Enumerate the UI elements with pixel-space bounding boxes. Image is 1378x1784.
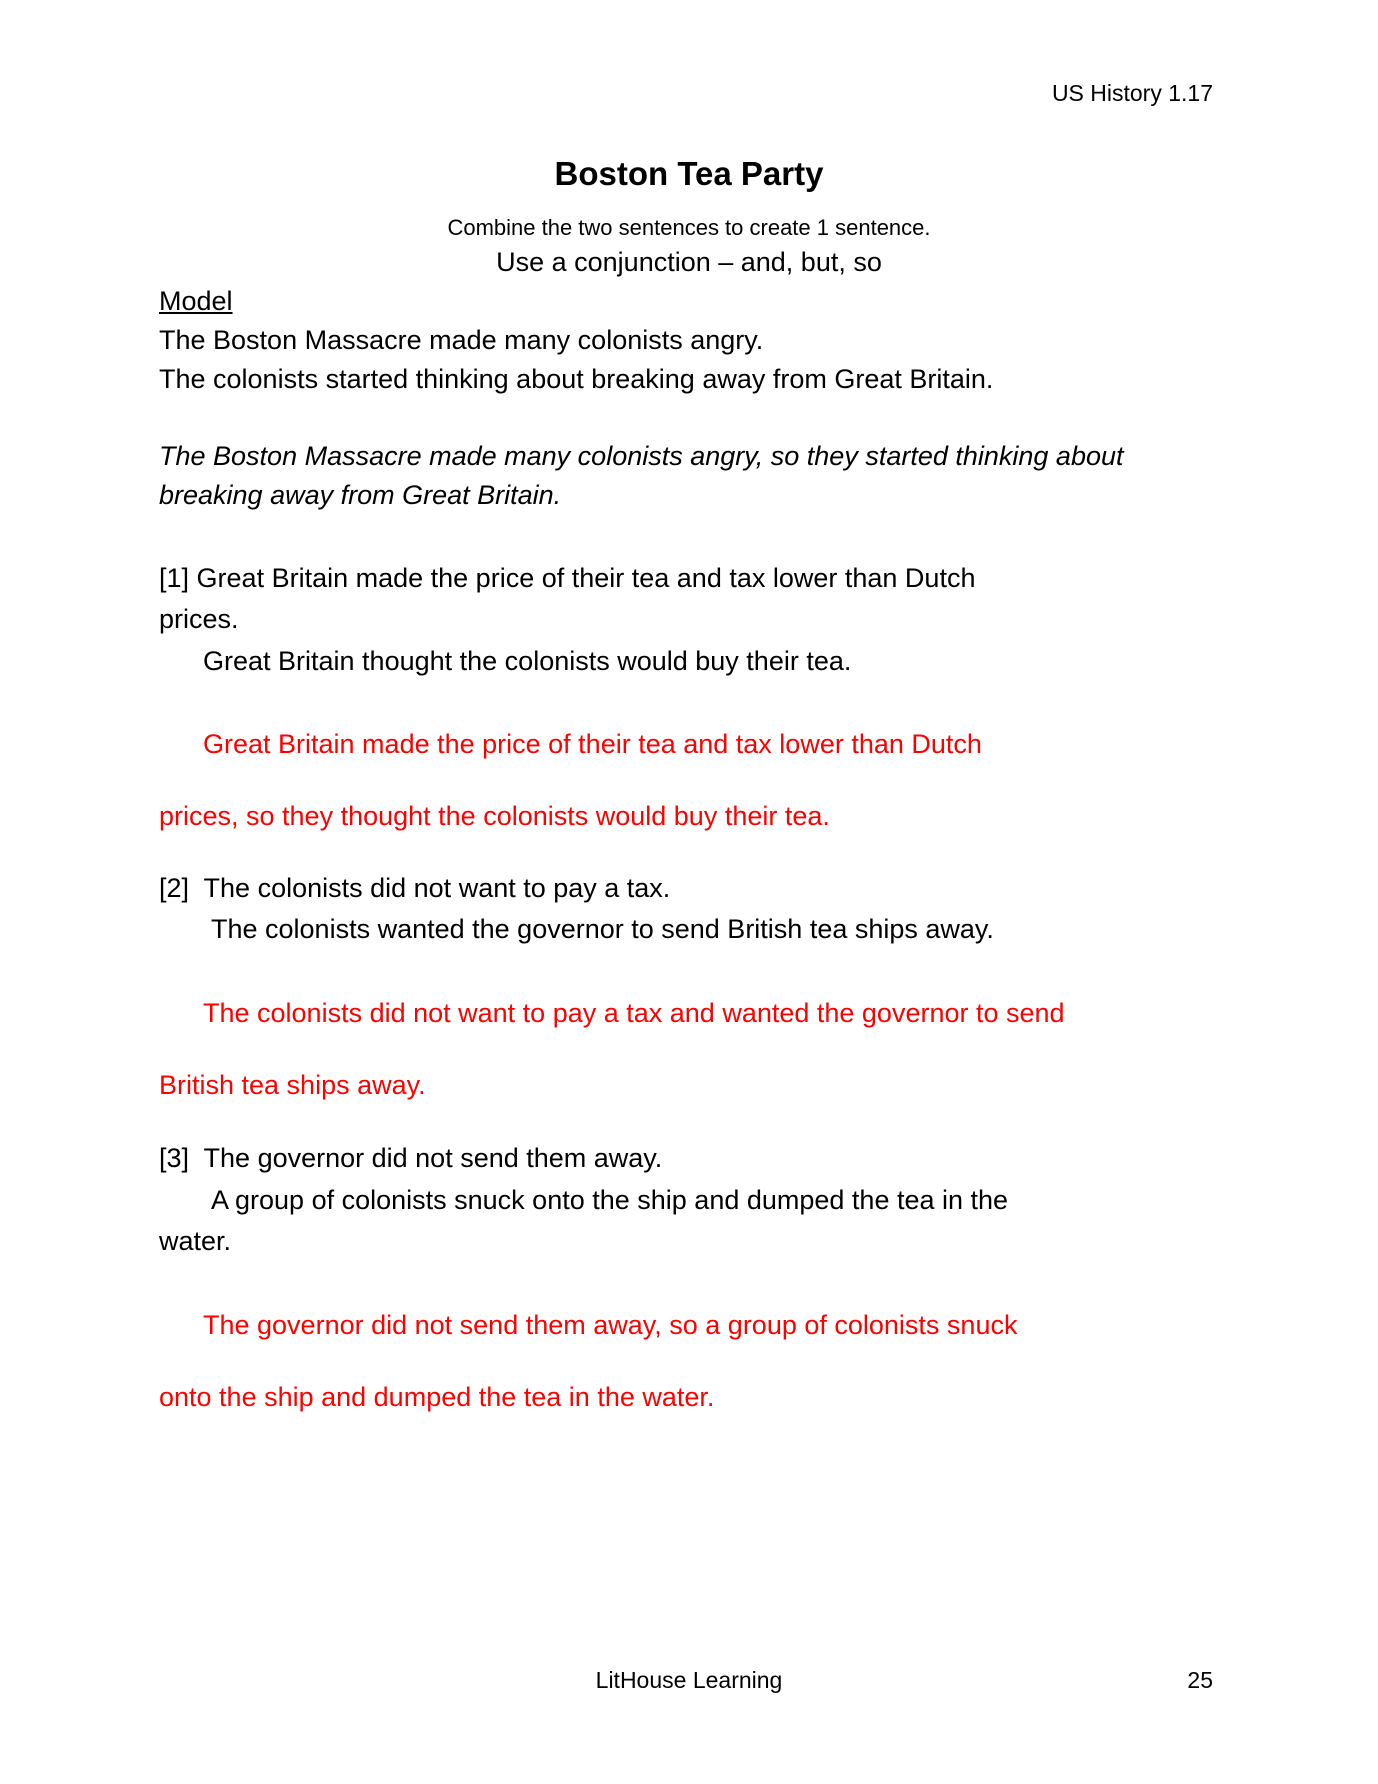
exercise-prompt-line: prices.: [159, 604, 239, 634]
exercise-number: [2]: [159, 873, 190, 903]
exercise-prompt-line: [159, 1145, 662, 1172]
exercise-prompt-line: [159, 565, 975, 592]
exercise-prompt-line: [159, 875, 670, 902]
model-combined-line-2: breaking away from Great Britain.: [159, 480, 562, 510]
exercise-answer-line: The colonists did not want to pay a tax and wanted the governor to send: [203, 998, 1065, 1028]
exercise-answer-line: The governor did not send them away, so a group of colonists snuck: [203, 1310, 1018, 1340]
exercise-prompt-line: Great Britain thought the colonists would buy their tea.: [203, 646, 852, 676]
exercise-prompt-text: The governor did not send them away.: [203, 1143, 663, 1173]
exercise-answer-line: onto the ship and dumped the tea in the water.: [159, 1382, 715, 1412]
exercise-answer-line: British tea ships away.: [159, 1070, 426, 1100]
exercise-answer-line: Great Britain made the price of their tea and tax lower than Dutch: [203, 729, 982, 759]
model-sentence-1: The Boston Massacre made many colonists angry.: [159, 325, 764, 355]
exercise-number: [1]: [159, 563, 190, 593]
exercise-prompt-line: A group of colonists snuck onto the ship and dumped the tea in the: [211, 1185, 1009, 1215]
model-label: Model: [159, 286, 233, 316]
model-combined-line-1: The Boston Massacre made many colonists angry, so they started thinking about: [159, 441, 1124, 471]
model-sentence-2: The colonists started thinking about breaking away from Great Britain.: [159, 364, 994, 394]
exercise-prompt-line: water.: [159, 1226, 232, 1256]
exercise-answer-line: prices, so they thought the colonists would buy their tea.: [159, 801, 830, 831]
page-title: Boston Tea Party: [554, 155, 824, 192]
page-number: 25: [1187, 1667, 1213, 1693]
exercise-prompt-text: Great Britain made the price of their tea and tax lower than Dutch: [196, 563, 976, 593]
course-reference: US History 1.17: [1051, 80, 1213, 106]
exercise-prompt-line: The colonists wanted the governor to send British tea ships away.: [211, 914, 994, 944]
exercise-number: [3]: [159, 1143, 190, 1173]
instruction-line-2: Use a conjunction – and, but, so: [496, 247, 882, 277]
instruction-line-1: Combine the two sentences to create 1 sentence.: [447, 215, 931, 240]
footer-publisher: LitHouse Learning: [595, 1667, 783, 1693]
exercise-prompt-text: The colonists did not want to pay a tax.: [203, 873, 671, 903]
